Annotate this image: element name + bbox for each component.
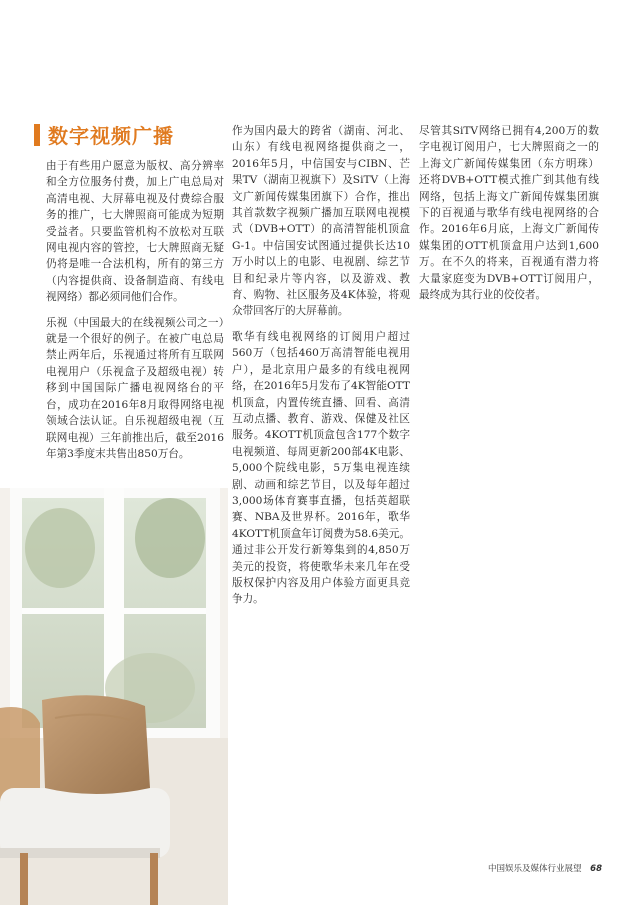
paragraph: 由于有些用户愿意为版权、高分辨率和全方位服务付费，加上广电总局对高清电视、大屏幕电视及付费综合服务的推广，七大牌照商可能成为短期受益者。只要监管机构不放松对互联网电视内容的管控，七大牌照商无疑仍将是唯一合法机构，所有的第三方（内容提供商、设备制造商、有线电视网络）都必须同他们合作。 (46, 160, 224, 304)
text-column-1 (46, 158, 224, 471)
paragraph: 乐视（中国最大的在线视频公司之一）就是一个很好的例子。在被广电总局禁止两年后，乐视通过将所有互联网电视用户（乐视盒子及超级电视）转移到中国国际广播电视网络台的平台，成功在2016年8月取得网络电视领域合法认证。自乐视超级电视（互联网电视）三年前推出后，截至2016年第3季度末共售出850万台。 (46, 316, 224, 460)
section-title: 数字视频广播 (48, 124, 174, 148)
paragraph: 作为国内最大的跨省（湖南、河北、山东）有线电视网络提供商之一，2016年5月，中信国安与CIBN、芒果TV（湖南卫视旗下）及SiTV（上海文广新闻传媒集团旗下）合作，推出其首款数字视频广播加互联网电视模式（DVB+OTT）的高清智能机顶盒G-1。中信国安试图通过提供长达10万小时以上的电影、电视剧、综艺节目和纪录片等内容，以及游戏、教育、购物、社区服务及4K体验，将观众带回客厅的大屏幕前。 (232, 125, 410, 318)
paragraph: 歌华有线电视网络的订阅用户超过560万（包括460万高清智能电视用户），是北京用户最多的有线电视网络，在2016年5月发布了4K智能OTT机顶盒，内置传统直播、回看、高清互动点播、教育、游戏、保健及社区服务。4KOTT机顶盒包含177个数字电视频道、每周更新200部4K电影、5,000个院线电影，5万集电视连续剧、动画和综艺节目，以及每年超过3,000场体育赛事直播，包括英超联赛、NBA及世界杯。2016年，歌华4KOTT机顶盒年订阅费为58.6美元。通过非公开发行新筹集到的4,850万美元的投资，将使歌华未来几年在受版权保护内容及用户体验方面更具竞争力。 (232, 330, 410, 606)
living-room-photo (0, 488, 228, 905)
text-column-2 (232, 123, 410, 617)
section-heading (34, 120, 174, 149)
page-number: 68 (590, 864, 602, 874)
publication-name: 中国娱乐及媒体行业展望 (487, 864, 582, 874)
paragraph: 尽管其SiTV网络已拥有4,200万的数字电视订阅用户，七大牌照商之一的上海文广新闻传媒集团（东方明珠）还将DVB+OTT模式推广到其他有线网络，包括上海文广新闻传媒集团旗下的百视通与歌华有线电视网络的合作。2016年6月底，上海文广新闻传媒集团的OTT机顶盒用户达到1,600万。在不久的将来，百视通有潜力将大量家庭变为DVB+OTT订阅用户，最终成为其行业的佼佼者。 (419, 125, 599, 302)
text-column-3 (419, 123, 599, 312)
page-footer (488, 862, 602, 874)
heading-accent-bar (34, 124, 40, 146)
